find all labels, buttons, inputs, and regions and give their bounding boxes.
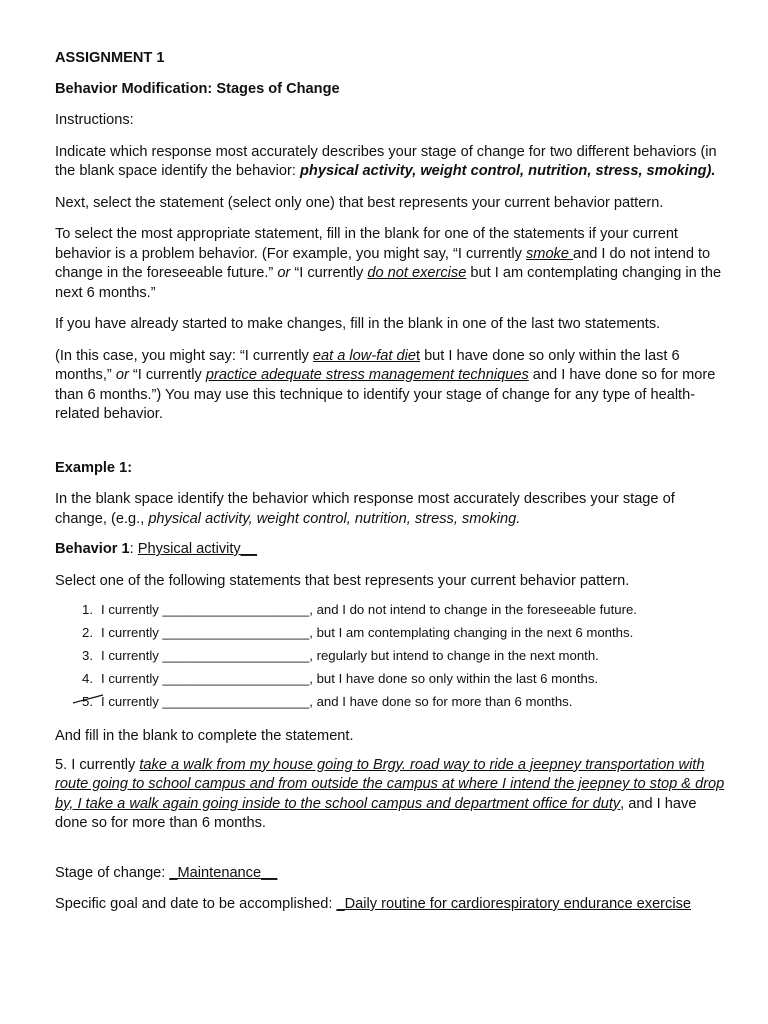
para1-text: Indicate which response most accurately describes your stage of change for two different behaviors (in the blank space identify the behavior: (55, 143, 717, 179)
answer-statement (55, 756, 725, 834)
behavior-colon: : (129, 541, 138, 557)
strike-mark (82, 690, 93, 713)
statement-number: 1. (82, 602, 93, 617)
stage-label: Stage of change: (55, 864, 170, 881)
behavior-label: Behavior 1 (55, 541, 130, 557)
statement-text: I currently ____________________, but I have done so only within the last 6 months. (101, 671, 599, 686)
instructions-label: Instructions: (55, 112, 134, 128)
statement-text: I currently ____________________, but I am contemplating changing in the next 6 months. (101, 625, 634, 640)
statement-item (55, 667, 725, 690)
example-heading: Example 1: (55, 459, 133, 476)
statement-item-selected (55, 690, 725, 713)
instructions-paragraph-4: If you have already started to make changes, fill in the blank in one of the last two statements. (55, 316, 661, 332)
behavior-value: Physical activity__ (137, 541, 257, 557)
select-prompt: Select one of the following statements that best represents your current behavior pattern. (55, 572, 630, 589)
para3-c: “I currently (290, 265, 368, 281)
para3-a: To select the most appropriate statement, fill in the blank for one of the statements if your current behavior is a problem behavior. (For example, you might say, “I currently (55, 226, 678, 262)
statement-text: I currently ____________________, and I do not intend to change in the foreseeable future. (101, 602, 637, 617)
stage-value: _Maintenance__ (169, 864, 278, 881)
goal-line (55, 895, 725, 915)
stage-line (55, 864, 725, 884)
para5-example-diet: eat a low-fat die (312, 347, 416, 364)
example-intro (55, 490, 725, 529)
answer-suffix: , and I have done so for more than 6 months. (55, 795, 697, 831)
answer-prefix: 5. I currently (55, 756, 140, 773)
statement-number: 2. (82, 625, 93, 640)
para5-a: (In this case, you might say: “I currently (55, 347, 313, 364)
assignment-title: ASSIGNMENT 1 (55, 50, 165, 66)
statement-number: 3. (82, 648, 93, 663)
assignment-subtitle: Behavior Modification: Stages of Change (55, 80, 340, 97)
statement-number: 4. (82, 671, 93, 686)
statement-text: I currently ____________________, and I have done so for more than 6 months. (101, 694, 573, 709)
fill-prompt: And fill in the blank to complete the statement. (55, 728, 354, 744)
statement-list (55, 598, 725, 713)
statement-item (55, 621, 725, 644)
para3-or: or (277, 265, 291, 281)
instructions-paragraph-3 (55, 225, 725, 303)
para5-c: “I currently (128, 367, 206, 383)
statement-text: I currently ____________________, regularly but intend to change in the next month. (101, 648, 599, 663)
para3-d: but I am contemplating changing in the next 6 months.” (55, 265, 722, 301)
instructions-paragraph-2: Next, select the statement (select only one) that best represents your current behavior pattern. (55, 194, 664, 211)
document-page (55, 49, 725, 915)
instructions-paragraph-5 (55, 347, 725, 425)
handwritten-check-icon (72, 692, 104, 706)
statement-item (55, 598, 725, 621)
statement-item (55, 644, 725, 667)
answer-filled-text: take a walk from my house going to Brgy. road way to ride a jeepney transportation with route going to school campus and from outside the campus at where I intend the jeepney to stop & drop by, I take a walk again going inside to the school campus and department office for duty (55, 756, 725, 812)
goal-value: _Daily routine for cardiorespiratory endurance exercise (336, 896, 691, 912)
instructions-paragraph-1 (55, 143, 725, 182)
statement-number-5: 5. (82, 694, 93, 709)
para3-example-smoke: smoke (525, 245, 574, 262)
para5-d: and I have done so for more than 6 months.”) You may use this technique to identify your stage of change for any type of health-related behavior. (55, 367, 716, 422)
example-intro-italic: physical activity, weight control, nutrition, stress, smoking. (148, 510, 521, 527)
para1-emphasis: physical activity, weight control, nutrition, stress, smoking). (300, 163, 716, 179)
para3-b: and I do not intend to change in the foreseeable future.” (55, 245, 711, 281)
goal-label: Specific goal and date to be accomplished: (55, 896, 337, 912)
behavior-line (55, 540, 725, 560)
para3-example-exercise: do not exercise (367, 265, 467, 281)
para5-b: but I have done so only within the last 6 months,” (55, 347, 680, 383)
para5-example-stress: practice adequate stress management techniques (205, 367, 529, 383)
para5-example-diet-end: t (415, 347, 421, 364)
para5-or: or (115, 367, 129, 383)
statement-number-selected (75, 690, 93, 713)
example-intro-text: In the blank space identify the behavior which response most accurately describes your stage of change, (e.g., (55, 491, 675, 527)
